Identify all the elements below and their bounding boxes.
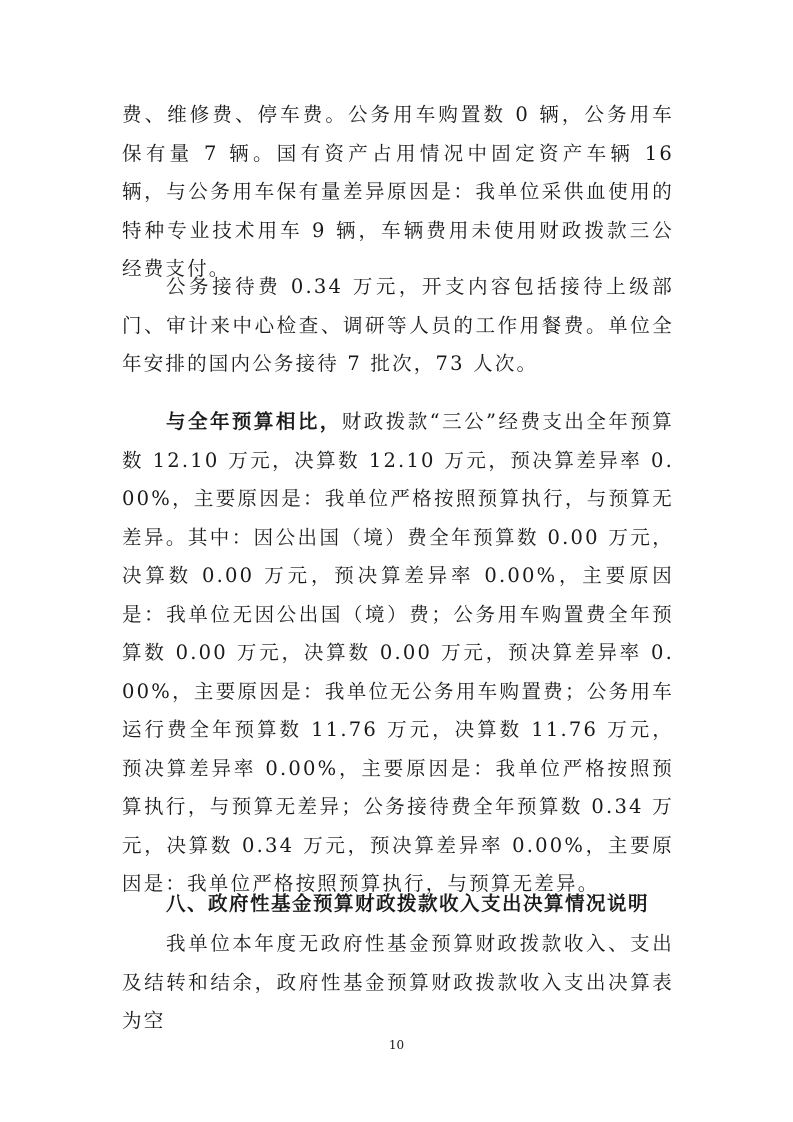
paragraph-reception-expense: 公务接待费 0.34 万元，开支内容包括接待上级部门、审计来中心检查、调研等人员的工作用餐费。单位全年安排的国内公务接待 7 批次，73 人次。 — [122, 275, 674, 375]
paragraph-budget-comparison — [122, 403, 674, 904]
paragraph-vehicle-count: 费、维修费、停车费。公务用车购置数 0 辆，公务用车保有量 7 辆。国有资产占用情况中固定资产车辆 16 辆，与公务用车保有量差异原因是：我单位采供血使用的特种专业技术用车 9 辆，车辆费用未使用财政拨款三公经费支付。 — [122, 103, 674, 280]
page-number: 10 — [388, 1038, 405, 1052]
budget-comparison-lead: 与全年预算相比， — [166, 410, 342, 433]
paragraph-government-fund: 我单位本年度无政府性基金预算财政拨款收入、支出及结转和结余，政府性基金预算财政拨款收入支出决算表为空 — [122, 932, 674, 1032]
budget-comparison-body: 财政拨款“三公”经费支出全年预算数 12.10 万元，决算数 12.10 万元，预决算差异率 0.00%，主要原因是：我单位严格按照预算执行，与预算无差异。其中：因公出国（境）费全年预算数 0.00 万元，决算数 0.00 万元，预决算差异率 0.00%，主要原因是：我单位无因公出国（境）费；公务用车购置费全年预算数 0.00 万元，决算数 0.00 万元，预决算差异率 0.00%，主要原因是：我单位无公务用车购置费；公务用车运行费全年预算数 11.76 万元，决算数 11.76 万元，预决算差异率 0.00%，主要原因是：我单位严格按照预算执行，与预算无差异；公务接待费全年预算数 0.34 万元，决算数 0.34 万元，预决算差异率 0.00%，主要原因是：我单位严格按照预算执行，与预算无差异。 — [122, 410, 674, 895]
section-heading: 八、政府性基金预算财政拨款收入支出决算情况说明 — [166, 892, 650, 915]
